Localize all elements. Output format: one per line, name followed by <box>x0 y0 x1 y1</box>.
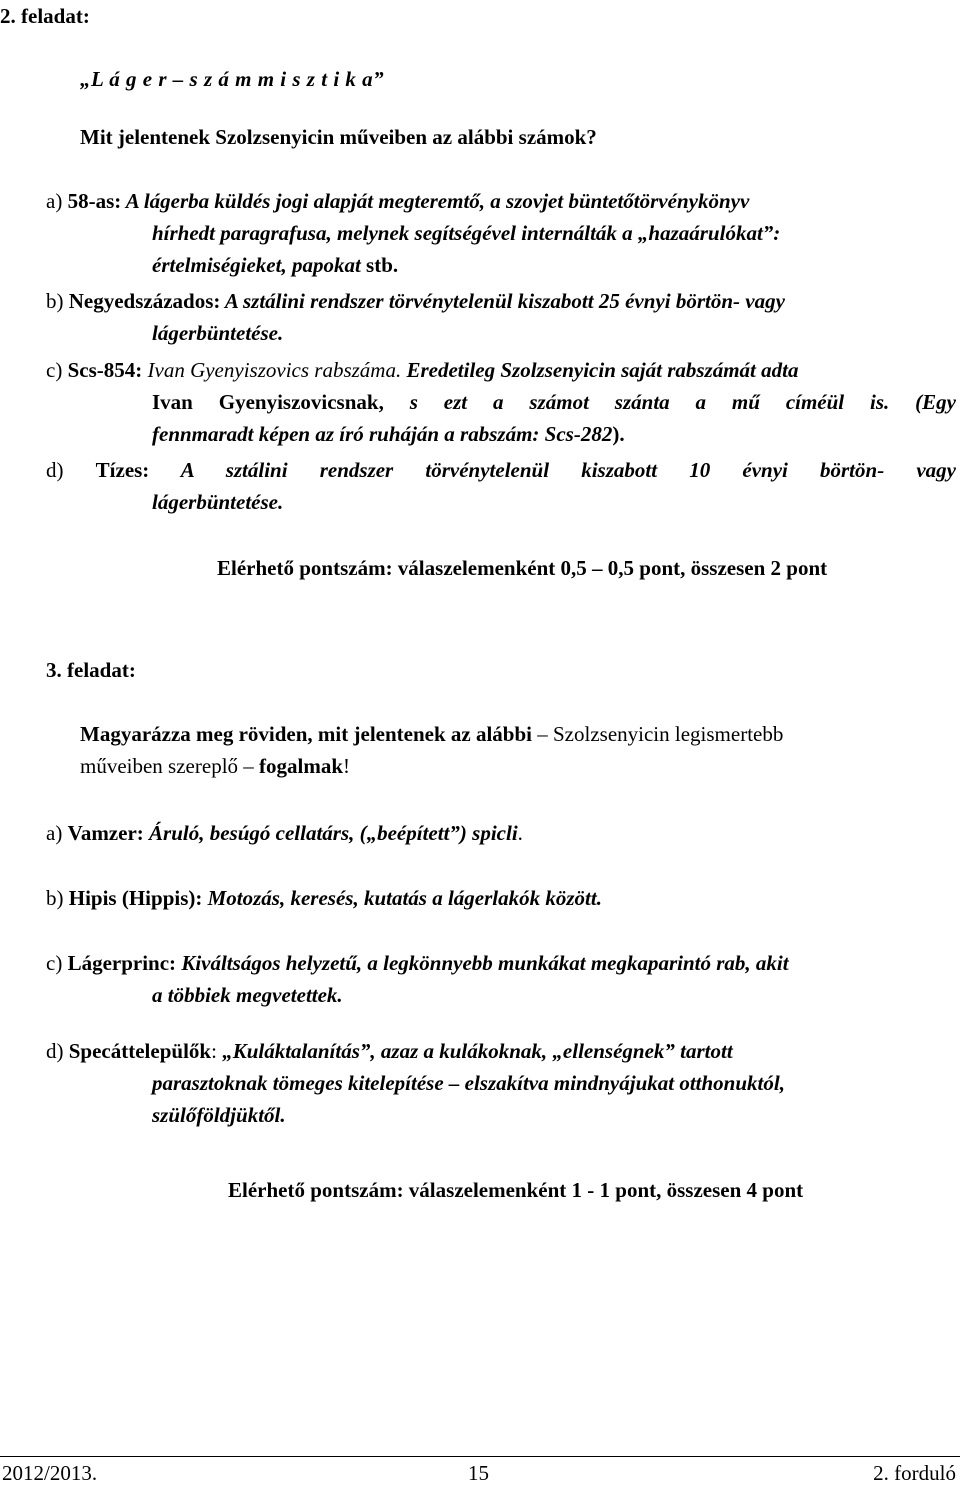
task3-item-b <box>46 882 602 914</box>
task2-item-a <box>46 185 956 281</box>
t3-d-line2: parasztoknak tömeges kitelepítése – elszakítva mindnyájukat otthonuktól, <box>152 1071 785 1095</box>
task2-item-b <box>46 285 956 349</box>
item-c-italic1: Ivan Gyenyiszovics rabszáma. <box>142 358 402 382</box>
t3-a-prefix: a) <box>46 821 68 845</box>
footer-year: 2012/2013. <box>2 1461 98 1485</box>
item-a-line3-end: stb. <box>360 253 399 277</box>
item-c-line3: fennmaradt képen az író ruháján a rabszám: Scs-282 <box>152 422 613 446</box>
t3-c-prefix: c) <box>46 951 68 975</box>
item-a-line2: hírhedt paragrafusa, melynek segítségével internálták a „hazaárulókat”: <box>152 221 781 245</box>
t3-a-term: Vamzer: <box>67 821 144 845</box>
t3-d-line1: „Kuláktalanítás”, azaz a kulákoknak, „ellenségnek” tartott <box>222 1039 733 1063</box>
task2-heading: 2. feladat: <box>0 4 90 28</box>
instruction-line2-plain: műveiben szereplő – <box>80 754 260 778</box>
t3-b-prefix: b) <box>46 886 69 910</box>
instruction-line2-end: ! <box>343 754 351 778</box>
item-d-line1: A sztálini rendszer törvénytelenül kiszabott 10 évnyi börtön- vagy <box>149 458 956 482</box>
footer-divider <box>0 1456 960 1457</box>
item-a-term: 58-as: <box>67 189 122 213</box>
t3-a-end: . <box>517 821 523 845</box>
footer-round: 2. forduló <box>873 1461 956 1485</box>
t3-c-line1: Kiváltságos helyzetű, a legkönnyebb munkákat megkaparintó rab, akit <box>176 951 789 975</box>
item-a-prefix: a) <box>46 189 68 213</box>
task3-item-a <box>46 817 523 849</box>
task3-instruction <box>80 718 940 782</box>
item-b-line1: A sztálini rendszer törvénytelenül kiszabott 25 évnyi börtön- vagy <box>220 289 785 313</box>
item-a-line1: A lágerba küldés jogi alapját megteremtő, a szovjet büntetőtörvénykönyv <box>121 189 750 213</box>
item-c-line2b: s ezt a számot szánta a mű címéül is. (Egy <box>383 390 956 414</box>
t3-c-term: Lágerprinc: <box>67 951 177 975</box>
t3-d-colon: : <box>211 1039 223 1063</box>
item-a-line3: értelmiségieket, papokat <box>152 253 361 277</box>
instruction-line2-bold: fogalmak <box>259 754 344 778</box>
t3-d-term: Specáttelepülők <box>68 1039 212 1063</box>
t3-a-def: Áruló, besúgó cellatárs, („beépített”) spicli <box>143 821 518 845</box>
t3-b-def: Motozás, keresés, kutatás a lágerlakók között. <box>202 886 602 910</box>
footer-page-number: 15 <box>468 1461 489 1485</box>
task2-score: Elérhető pontszám: válaszelemenként 0,5 – 0,5 pont, összesen 2 pont <box>217 556 828 580</box>
task3-heading: 3. feladat: <box>46 658 136 682</box>
task2-item-c <box>46 354 956 450</box>
task2-question: Mit jelentenek Szolzsenyicin műveiben az alábbi számok? <box>80 125 597 149</box>
item-c-line2a: Ivan Gyenyiszovicsnak, <box>152 390 384 414</box>
item-d-term: Tízes: <box>95 458 150 482</box>
item-b-line2: lágerbüntetése. <box>152 321 284 345</box>
instruction-bold: Magyarázza meg röviden, mit jelentenek az alábbi <box>80 722 532 746</box>
item-c-bold1: Eredetileg Szolzsenyicin saját rabszámát adta <box>401 358 799 382</box>
item-b-term: Negyedszázados: <box>68 289 221 313</box>
task2-title: „L á g e r – s z á m m i s z t i k a” <box>80 67 385 91</box>
task3-item-d <box>46 1035 946 1131</box>
instruction-plain: – Szolzsenyicin legismertebb <box>532 722 784 746</box>
t3-d-line3: szülőföldjüktől. <box>152 1103 286 1127</box>
item-b-prefix: b) <box>46 289 69 313</box>
item-c-term: Scs-854: <box>67 358 143 382</box>
t3-c-line2: a többiek megvetettek. <box>152 983 343 1007</box>
t3-b-term: Hipis (Hippis): <box>68 886 203 910</box>
item-d-prefix: d) <box>46 458 96 482</box>
task3-item-c <box>46 947 946 1011</box>
item-c-prefix: c) <box>46 358 68 382</box>
item-d-line2: lágerbüntetése. <box>152 490 284 514</box>
t3-d-prefix: d) <box>46 1039 69 1063</box>
item-c-line3-end: ). <box>612 422 625 446</box>
task3-score: Elérhető pontszám: válaszelemenként 1 - 1 pont, összesen 4 pont <box>228 1178 804 1202</box>
task2-item-d <box>46 454 956 518</box>
